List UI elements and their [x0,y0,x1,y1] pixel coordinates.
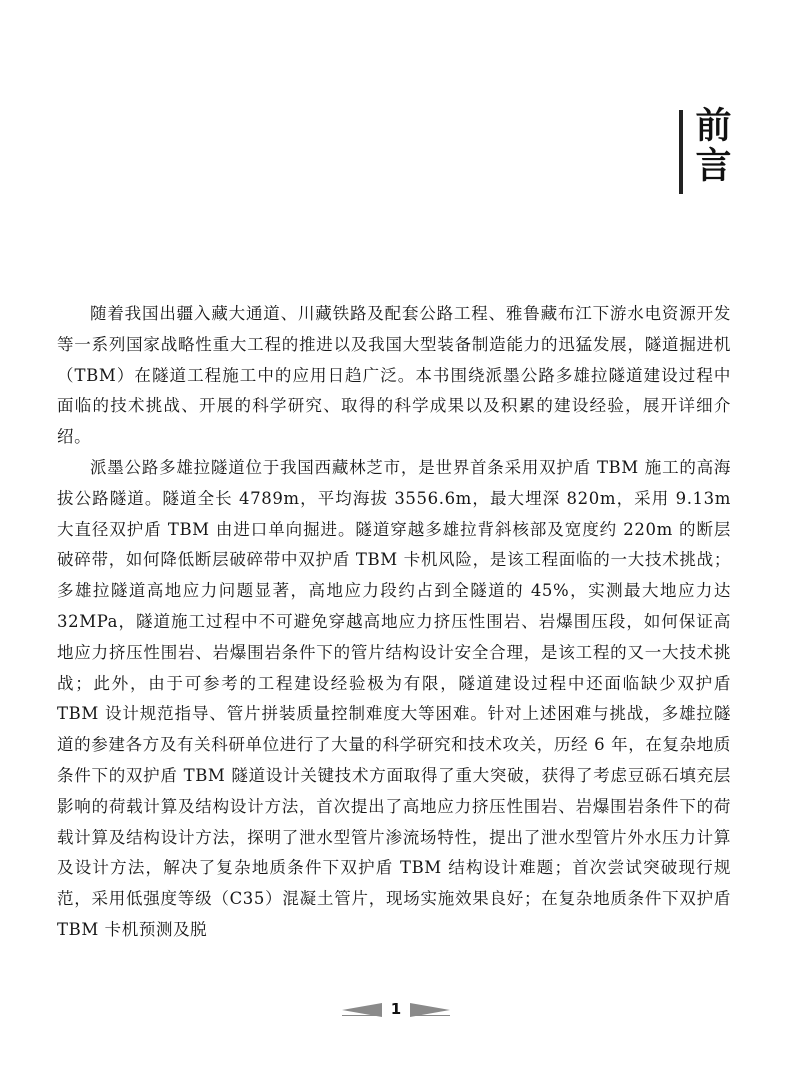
left-arrow-line [342,1015,382,1016]
right-arrow-icon [410,1003,450,1017]
chapter-heading [679,106,731,194]
page-number: 1 [390,1000,402,1018]
page-footer [0,1000,790,1020]
body-text [57,299,731,946]
paragraph-2: 派墨公路多雄拉隧道位于我国西藏林芝市，是世界首条采用双护盾 TBM 施工的高海拔公路隧道。隧道全长 4789m，平均海拔 3556.6m，最大埋深 820m，采用 9.13m 大直径双护盾 TBM 由进口单向掘进。隧道穿越多雄拉背斜核部及宽度约 220m 的断层破碎带，如何降低断层破碎带中双护盾 TBM 卡机风险，是该工程面临的一大技术挑战；多雄拉隧道高地应力问题显著，高地应力段约占到全隧道的 45%，实测最大地应力达 32MPa，隧道施工过程中不可避免穿越高地应力挤压性围岩、岩爆围压段，如何保证高地应力挤压性围岩、岩爆围岩条件下的管片结构设计安全合理，是该工程的又一大技术挑战；此外，由于可参考的工程建设经验极为有限，隧道建设过程中还面临缺少双护盾 TBM 设计规范指导、管片拼装质量控制难度大等困难。针对上述困难与挑战，多雄拉隧道的参建各方及有关科研单位进行了大量的科学研究和技术攻关，历经 6 年，在复杂地质条件下的双护盾 TBM 隧道设计关键技术方面取得了重大突破，获得了考虑豆砾石填充层影响的荷载计算及结构设计方法，首次提出了高地应力挤压性围岩、岩爆围岩条件下的荷载计算及结构设计方法，探明了泄水型管片渗流场特性，提出了泄水型管片外水压力计算及设计方法，解决了复杂地质条件下双护盾 TBM 结构设计难题；首次尝试突破现行规范，采用低强度等级（C35）混凝土管片，现场实施效果良好；在复杂地质条件下双护盾 TBM 卡机预测及脱 [57,457,731,939]
chapter-title: 前言 [690,106,731,186]
chapter-heading-bar [679,110,683,194]
paragraph-1: 随着我国出疆入藏大通道、川藏铁路及配套公路工程、雅鲁藏布江下游水电资源开发等一系列国家战略性重大工程的推进以及我国大型装备制造能力的迅猛发展，隧道掘进机（TBM）在隧道工程施工中的应用日趋广泛。本书围绕派墨公路多雄拉隧道建设过程中面临的技术挑战、开展的科学研究、取得的科学成果以及积累的建设经验，展开详细介绍。 [57,304,731,447]
